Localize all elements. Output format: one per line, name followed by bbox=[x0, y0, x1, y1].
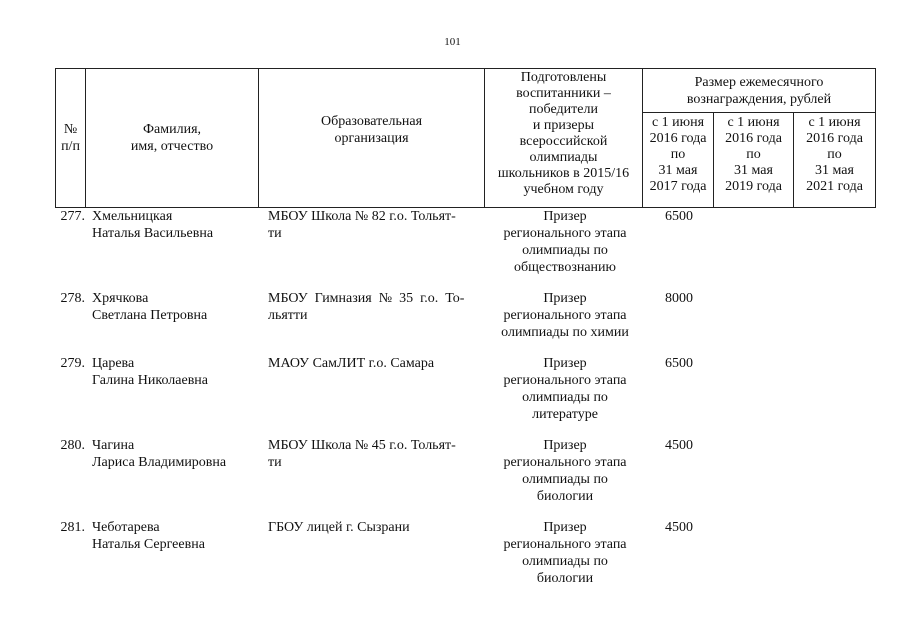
header-prepared-line: школьников в 2015/16 bbox=[497, 166, 630, 181]
header-period-2021 bbox=[794, 113, 876, 208]
award-line: Призер bbox=[543, 520, 587, 535]
award-line: обществознанию bbox=[514, 260, 616, 275]
student-name bbox=[92, 355, 262, 389]
header-period-line: 2017 года bbox=[649, 179, 707, 194]
amount-2017: 4500 bbox=[665, 520, 693, 535]
header-prepared-line: Подготовлены bbox=[520, 70, 607, 85]
header-period-line: по bbox=[746, 147, 761, 162]
header-prepared-line: победители bbox=[529, 102, 598, 117]
page-number: 101 bbox=[444, 36, 461, 48]
table-header bbox=[55, 68, 876, 208]
school-name bbox=[268, 208, 481, 242]
award-line: олимпиады по химии bbox=[501, 325, 629, 340]
header-number bbox=[56, 69, 86, 208]
org-line: ГБОУ лицей г. Сызрани bbox=[268, 520, 410, 535]
row-number: 278. bbox=[60, 291, 85, 306]
header-period-line: 2016 года bbox=[649, 131, 707, 146]
table-body bbox=[55, 208, 880, 601]
header-period-line: 31 мая bbox=[815, 163, 854, 178]
award-line: регионального этапа bbox=[503, 537, 627, 552]
org-line: льятти bbox=[268, 308, 308, 323]
header-period-line: по bbox=[670, 147, 686, 162]
header-organization-line: организация bbox=[334, 131, 409, 146]
org-line: ти bbox=[268, 226, 282, 241]
award-description bbox=[488, 290, 642, 341]
header-period-line: с 1 июня bbox=[651, 115, 705, 130]
name-line: Светлана Петровна bbox=[92, 308, 208, 323]
header-prepared-line: всероссийской bbox=[519, 134, 608, 149]
header-prepared-line: воспитанники – bbox=[516, 86, 611, 101]
amount-2017: 6500 bbox=[665, 209, 693, 224]
award-line: Призер bbox=[543, 438, 587, 453]
amount-2017: 8000 bbox=[665, 291, 693, 306]
student-name bbox=[92, 290, 262, 324]
school-name bbox=[268, 437, 481, 471]
name-line: Чагина bbox=[92, 438, 135, 453]
award-description bbox=[488, 437, 642, 505]
header-prepared-line: олимпиады bbox=[529, 150, 598, 165]
org-line: МАОУ СамЛИТ г.о. Самара bbox=[268, 356, 435, 371]
table-row bbox=[55, 208, 880, 290]
table-row bbox=[55, 519, 880, 601]
award-line: литературе bbox=[532, 407, 598, 422]
award-line: регионального этапа bbox=[503, 455, 627, 470]
header-period-line: 31 мая bbox=[734, 163, 773, 178]
header-prepared-line: и призеры bbox=[532, 118, 595, 133]
name-line: Чеботарева bbox=[92, 520, 160, 535]
name-line: Галина Николаевна bbox=[92, 373, 209, 388]
table-row bbox=[55, 290, 880, 355]
award-description bbox=[488, 208, 642, 276]
award-line: регионального этапа bbox=[503, 226, 627, 241]
name-line: Наталья Сергеевна bbox=[92, 537, 205, 552]
name-line: Хмельницкая bbox=[92, 209, 173, 224]
header-organization-line: Образовательная bbox=[320, 114, 423, 129]
header-period-2019 bbox=[714, 113, 794, 208]
header-period-line: 2016 года bbox=[806, 131, 863, 146]
org-line: МБОУ Школа № 82 г.о. Тольят- bbox=[268, 209, 456, 224]
header-full-name-line: Фамилия, bbox=[142, 122, 202, 137]
award-description bbox=[488, 519, 642, 587]
header-period-line: 2019 года bbox=[725, 179, 782, 194]
award-line: олимпиады по bbox=[522, 243, 608, 258]
row-number: 279. bbox=[60, 356, 85, 371]
header-reward-line: Размер ежемесячного bbox=[694, 74, 824, 90]
row-number: 277. bbox=[60, 209, 85, 224]
student-name bbox=[92, 519, 262, 553]
school-name bbox=[268, 519, 481, 536]
org-line: МБОУ Школа № 45 г.о. Тольят- bbox=[268, 438, 456, 453]
header-period-line: с 1 июня bbox=[727, 115, 780, 130]
table-row bbox=[55, 437, 880, 519]
award-description bbox=[488, 355, 642, 423]
award-line: олимпиады по bbox=[522, 554, 608, 569]
amount-2017: 6500 bbox=[665, 356, 693, 371]
name-line: Хрячкова bbox=[92, 291, 149, 306]
name-line: Царева bbox=[92, 356, 135, 371]
amount-2017: 4500 bbox=[665, 438, 693, 453]
header-period-line: с 1 июня bbox=[808, 115, 861, 130]
award-line: Призер bbox=[543, 356, 587, 371]
name-line: Наталья Васильевна bbox=[92, 226, 214, 241]
org-line: ти bbox=[268, 455, 282, 470]
award-line: олимпиады по bbox=[522, 390, 608, 405]
name-line: Лариса Владимировна bbox=[92, 455, 227, 470]
header-prepared-line: учебном году bbox=[523, 182, 604, 197]
table-row bbox=[55, 355, 880, 437]
award-line: Призер bbox=[543, 291, 587, 306]
header-period-line: 2016 года bbox=[725, 131, 782, 146]
header-period-line: 2021 года bbox=[806, 179, 863, 194]
award-line: Призер bbox=[543, 209, 587, 224]
header-full-name bbox=[86, 69, 259, 208]
header-period-line: по bbox=[827, 147, 842, 162]
row-number: 280. bbox=[60, 438, 85, 453]
header-period-2017 bbox=[643, 113, 714, 208]
header-number-line: п/п bbox=[61, 139, 80, 154]
header-reward-line: вознаграждения, рублей bbox=[686, 91, 832, 107]
school-name bbox=[268, 290, 481, 324]
header-prepared-students bbox=[485, 69, 643, 208]
header-organization bbox=[259, 69, 485, 208]
award-line: регионального этапа bbox=[503, 308, 627, 323]
header-number-line: № bbox=[63, 122, 78, 137]
school-name bbox=[268, 355, 481, 372]
student-name bbox=[92, 437, 262, 471]
student-name bbox=[92, 208, 262, 242]
header-full-name-line: имя, отчество bbox=[130, 139, 214, 154]
header-reward-size bbox=[643, 69, 876, 113]
award-line: биологии bbox=[536, 489, 594, 504]
org-line: МБОУ Гимназия № 35 г.о. То- bbox=[268, 291, 465, 306]
row-number: 281. bbox=[60, 520, 85, 535]
award-line: регионального этапа bbox=[503, 373, 627, 388]
award-line: олимпиады по bbox=[522, 472, 608, 487]
header-period-line: 31 мая bbox=[658, 163, 698, 178]
award-line: биологии bbox=[536, 571, 594, 586]
